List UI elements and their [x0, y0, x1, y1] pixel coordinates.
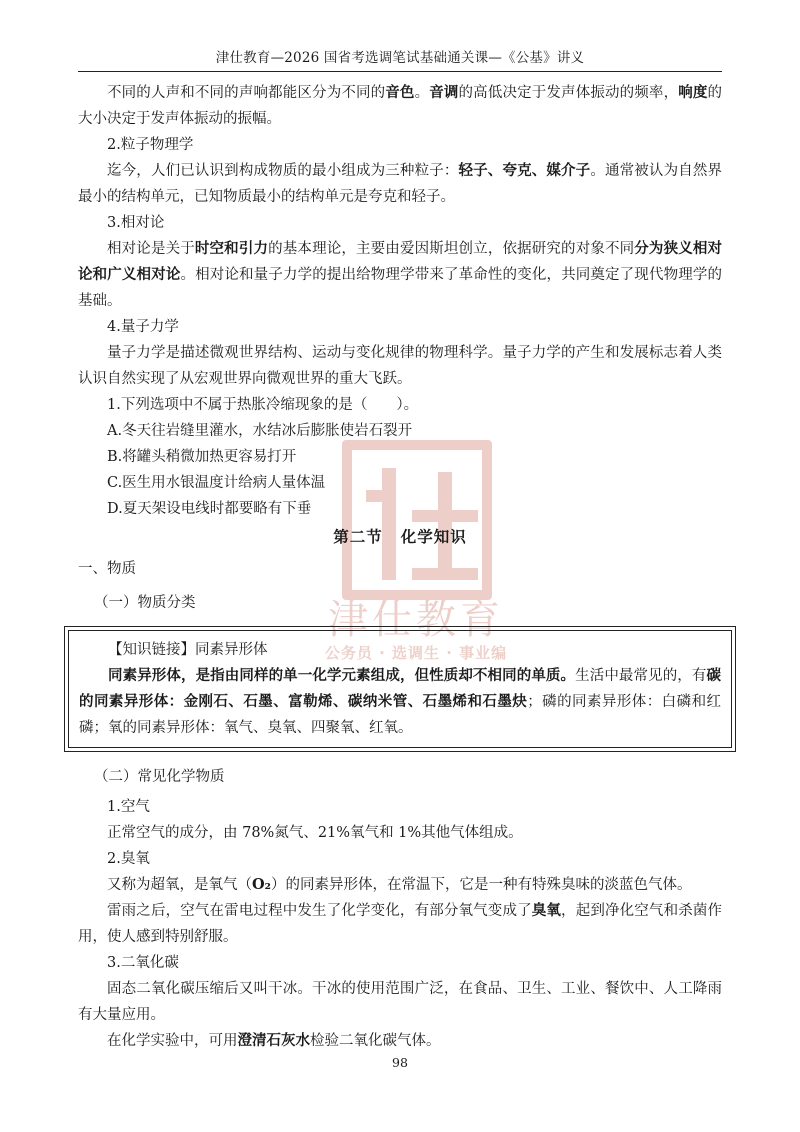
sound-paragraph: 不同的人声和不同的声响都能区分为不同的音色。音调的高低决定于发声体振动的频率，响度的大小决定于发声体振动的振幅。 [78, 84, 723, 127]
co2-paragraph-1: 固态二氧化碳压缩后又叫干冰。干冰的使用范围广泛，在食品、卫生、工业、餐饮中、人工降雨有大量应用。 [78, 981, 722, 1023]
ozone-paragraph-2: 雷雨之后，空气在雷电过程中发生了化学变化，有部分氧气变成了臭氧，起到净化空气和杀菌作用，使人感到特别舒服。 [78, 902, 723, 945]
knowledge-link-box [64, 626, 736, 752]
question-option-a: A.冬天往岩缝里灌水，水结冰后膨胀使岩石裂开 [107, 423, 413, 439]
knowledge-link-text: 同素异形体，是指由同样的单一化学元素组成，但性质却不相同的单质。生活中最常见的，有碳的同素异形体：金刚石、石墨、富勒烯、碳纳米管、石墨烯和石墨炔；磷的同素异形体：白磷和红磷；氧的同素异形体：氧气、臭氧、四聚氧、红氧。 [79, 667, 722, 736]
particle-paragraph: 迄今，人们已认识到构成物质的最小组成为三种粒子：轻子、夸克、媒介子。通常被认为自然界最小的结构单元，已知物质最小的结构单元是夸克和轻子。 [78, 162, 723, 205]
ozone-heading: 2.臭氧 [107, 851, 150, 867]
heading-classification: （一）物质分类 [94, 595, 196, 611]
relativity-paragraph: 相对论是关于时空和引力的基本理论，主要由爱因斯坦创立，依据研究的对象不同分为狭义相对论和广义相对论。相对论和量子力学的提出给物理学带来了革命性的变化，共同奠定了现代物理学的基础。 [78, 240, 723, 309]
knowledge-link-label: 【知识链接】同素异形体 [108, 642, 268, 658]
watermark-tagline: 公务员 · 选调生 · 事业编 [324, 644, 508, 662]
question-option-b: B.将罐头稍微加热更容易打开 [107, 449, 297, 465]
quantum-heading: 4.量子力学 [107, 319, 179, 335]
co2-heading: 3.二氧化碳 [107, 955, 179, 971]
question-option-c: C.医生用水银温度计给病人量体温 [107, 475, 326, 491]
air-heading: 1.空气 [107, 799, 150, 815]
air-paragraph: 正常空气的成分，由 78%氮气、21%氧气和 1%其他气体组成。 [107, 825, 523, 841]
ozone-paragraph-1: 又称为超氧，是氧气（O₂）的同素异形体，在常温下，它是一种有特殊臭味的淡蓝色气体。 [107, 876, 692, 893]
co2-paragraph-2: 在化学实验中，可用澄清石灰水检验二氧化碳气体。 [107, 1032, 441, 1049]
page-number: 98 [392, 1055, 408, 1070]
heading-substance: 一、物质 [78, 561, 136, 577]
header-rule [78, 71, 722, 72]
watermark-brand: 津仕教育 [328, 597, 504, 643]
section-title: 第二节 化学知识 [333, 527, 467, 546]
page-content [78, 80, 722, 1054]
heading-common-substances: （二）常见化学物质 [94, 769, 225, 785]
running-header: 津仕教育—2026 国省考选调笔试基础通关课—《公基》讲义 [215, 50, 585, 66]
question-option-d: D.夏天架设电线时都要略有下垂 [107, 501, 312, 517]
relativity-heading: 3.相对论 [107, 215, 165, 231]
question-stem: 1.下列选项中不属于热胀冷缩现象的是（ ）。 [107, 397, 419, 413]
quantum-paragraph: 量子力学是描述微观世界结构、运动与变化规律的物理科学。量子力学的产生和发展标志着人类认识自然实现了从宏观世界向微观世界的重大飞跃。 [78, 345, 722, 387]
particle-heading: 2.粒子物理学 [107, 137, 194, 153]
